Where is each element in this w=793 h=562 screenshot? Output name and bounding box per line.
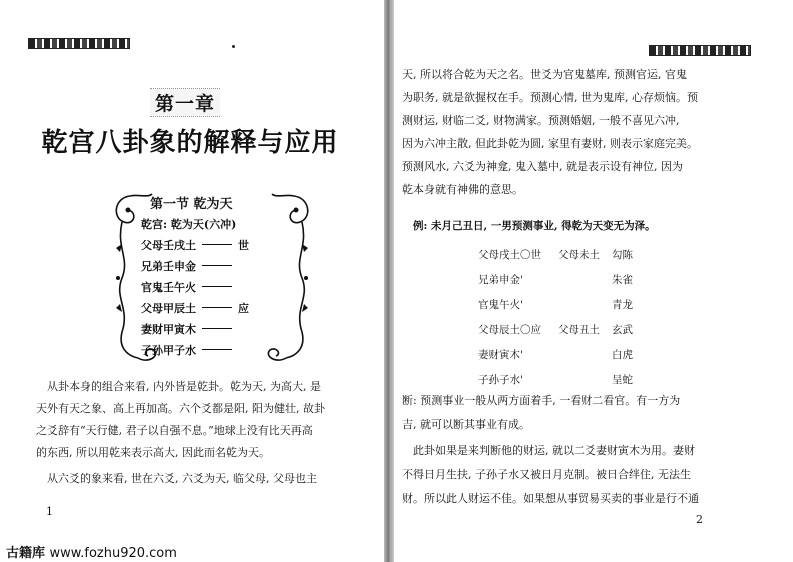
ornament-dot xyxy=(232,45,235,48)
table-cell: 妻财寅木' xyxy=(478,349,523,361)
watermark-site-name: 古籍库 xyxy=(6,546,46,561)
text-line: 从六爻的象来看, 世在六爻, 六爻为天, 临父母, 父母也主 xyxy=(47,472,317,485)
table-cell: 青龙 xyxy=(612,299,633,311)
table-cell: 父母辰土〇应 xyxy=(478,324,541,336)
table-cell: 朱雀 xyxy=(612,274,633,286)
gua-line-text: 官鬼壬午火 xyxy=(141,281,196,294)
table-cell: 父母未土 xyxy=(558,249,600,261)
gua-line-text: 父母甲辰土 xyxy=(141,302,196,315)
text-line: 从卦本身的组合来看, 内外皆是乾卦。乾为天, 为高大, 是 xyxy=(47,380,321,393)
gua-line-text: 乾宫: 乾为天(六冲) xyxy=(141,218,237,231)
text-line: 天外有天之象、高上再加高。六个爻都是阳, 阳为健壮, 故卦 xyxy=(36,402,325,415)
text-line: 天, 所以将合乾为天之名。世爻为官鬼墓库, 预测官运, 官鬼 xyxy=(402,68,687,81)
text-line: 乾本身就有神佛的意思。 xyxy=(402,183,523,196)
text-line: 财。所以此人财运不佳。如果想从事贸易买卖的事业是行不通 xyxy=(402,492,699,505)
gua-line-text: 父母壬戌土 xyxy=(141,239,196,252)
text-line: 测财运, 财临二爻, 财物满家。预测婚姻, 一般不喜见六冲, xyxy=(402,114,680,127)
text-line: 此卦如果是来判断他的财运, 就以二爻妻财寅木为用。妻财 xyxy=(413,444,695,457)
gua-line-text: 兄弟壬申金 xyxy=(141,260,196,273)
yang-line xyxy=(202,307,232,308)
text-line: 为职务, 就是欲握权在手。预测心情, 世为鬼库, 心存烦恼。预 xyxy=(402,91,698,104)
example-heading: 例: 未月己丑日, 一男预测事业, 得乾为天变无为泽。 xyxy=(413,220,656,232)
gua-line-text: 子孙甲子水 xyxy=(141,344,196,357)
site-watermark xyxy=(6,542,177,561)
table-cell: 玄武 xyxy=(612,324,633,336)
left-page xyxy=(0,0,384,562)
table-cell: 官鬼午火' xyxy=(478,299,523,311)
text-line: 吉, 就可以断其事业有成。 xyxy=(402,418,530,431)
yang-line xyxy=(202,349,232,350)
book-gutter xyxy=(384,0,394,562)
gua-line-text: 妻财甲寅木 xyxy=(141,323,196,336)
table-cell: 兄弟申金' xyxy=(478,274,523,286)
chapter-label: 第一章 xyxy=(150,88,220,117)
yang-line xyxy=(202,328,232,329)
ornamental-frame xyxy=(108,188,316,366)
yang-line xyxy=(202,244,232,245)
table-cell: 呈蛇 xyxy=(612,374,633,386)
yang-line xyxy=(202,286,232,287)
frame-flourish-icon xyxy=(108,188,316,366)
gua-line xyxy=(141,237,249,253)
yang-line xyxy=(202,265,232,266)
header-ornament-band xyxy=(28,38,130,49)
text-line: 断: 预测事业一般从两方面着手, 一看财二看官。有一方为 xyxy=(402,394,681,407)
gua-line xyxy=(141,342,238,358)
text-line: 不得日月生扶, 子孙子水又被日月克制。被日合绊住, 无法生 xyxy=(402,468,691,481)
table-cell: 子孙子水' xyxy=(478,374,523,386)
text-line: 预测风水, 六爻为神龛, 鬼入墓中, 就是表示设有神位, 因为 xyxy=(402,160,683,173)
text-line: 的东西, 所以用乾来表示高大, 因此而名乾为天。 xyxy=(36,446,270,459)
text-line: 之爻辞有“天行健, 君子以自强不息。”地球上没有比天再高 xyxy=(36,424,313,437)
page-number-right: 2 xyxy=(696,513,703,526)
gua-line-mark: 世 xyxy=(238,239,249,252)
gua-line xyxy=(141,321,238,337)
table-cell: 父母丑土 xyxy=(558,324,600,336)
section-title: 第一节 乾为天 xyxy=(150,197,233,212)
gua-line xyxy=(141,300,249,316)
watermark-url: www.fozhu920.com xyxy=(49,546,177,561)
gua-line xyxy=(141,258,238,274)
header-ornament-band xyxy=(649,45,751,56)
gua-line xyxy=(141,279,238,295)
gua-line-mark: 应 xyxy=(238,302,249,315)
text-line: 因为六冲主散, 但此卦乾为圆, 家里有妻财, 则表示家庭完美。 xyxy=(402,137,698,150)
table-cell: 父母戌土〇世 xyxy=(478,249,541,261)
table-cell: 白虎 xyxy=(612,349,633,361)
page-number-left: 1 xyxy=(46,505,53,518)
gua-line xyxy=(141,216,236,232)
table-cell: 勾陈 xyxy=(612,249,633,261)
chapter-title: 乾宫八卦象的解释与应用 xyxy=(41,128,339,158)
